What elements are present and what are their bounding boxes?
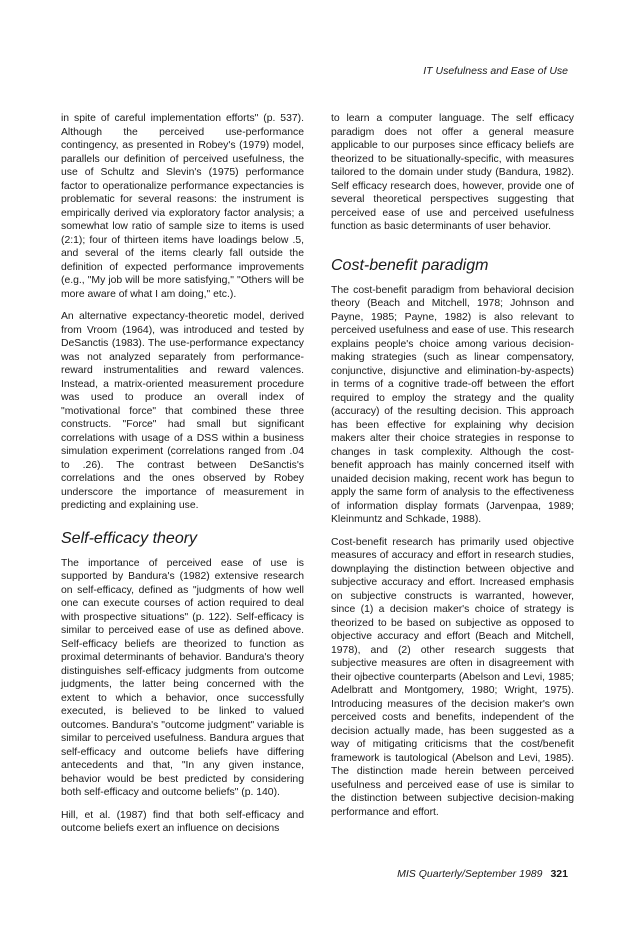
page-number: 321 [550, 868, 568, 880]
running-head: IT Usefulness and Ease of Use [423, 65, 568, 77]
paragraph: The cost-benefit paradigm from behavioral decision theory (Beach and Mitchell, 1978; Johnson and Payne, 1985; Payne, 1982) is also relevant to perceived usefulness and ease of use. This research explains people's choice among various decision-making strategies (such as linear compensatory, conjunctive, disjunctive and elimination-by-aspects) in terms of a cognitive trade-off between the effort required to employ the strategy and the quality (accuracy) of the resulting decision. This approach has been effective for explaining why decision makers alter their choice strategies in response to changes in task complexity. Although the cost-benefit approach has mainly concerned itself with unaided decision making, recent work has begun to apply the same form of analysis to the effectiveness of information display formats (Jarvenpaa, 1989; Kleinmuntz and Schkade, 1988). [331, 284, 574, 525]
paragraph: to learn a computer language. The self efficacy paradigm does not offer a general measure applicable to our purposes since efficacy beliefs are theorized to be situationally-specific, with measures tailored to the domain under study (Bandura, 1982). Self efficacy research does, however, provide one of several theoretical perspectives suggesting that perceived ease of use and perceived usefulness function as basic determinants of user behavior. [331, 113, 574, 232]
section-heading-cost-benefit: Cost-benefit paradigm [331, 256, 489, 274]
paragraph: Cost-benefit research has primarily used objective measures of accuracy and effort in research studies, downplaying the distinction between objective and subjective accuracy and effort. Increased emphasis on subjective constructs is warranted, however, since (1) a decision maker's choice of strategy is theorized to be based on subjective as opposed to objective accuracy and effort (Beach and Mitchell, 1978), and (2) other research suggests that subjective measures are often in disagreement with their ojbective counterparts (Abelson and Levi, 1985; Adelbratt and Montgomery, 1980; Wright, 1975). Introducing measures of the decision maker's own perceived costs and benefits, independent of the decision actually made, has been suggested as a way of mitigating criticisms that the cost/benefit framework is tautological (Abelson and Levi, 1985). The distinction made herein between perceived usefulness and perceived ease of use is similar to the distinction between subjective decision-making performance and effort. [331, 536, 574, 818]
paragraph: The importance of perceived ease of use is supported by Bandura's (1982) extensive research on self-efficacy, defined as "judgments of how well one can execute courses of action required to deal with prospective situations" (p. 122). Self-efficacy is similar to perceived ease of use as defined above. Self-efficacy beliefs are theorized to function as proximal determinants of behavior. Bandura's theory distinguishes self-efficacy judgments from outcome judgments, the latter being concerned with the extent to which a behavior, once successfully executed, is believed to be linked to valued outcomes. Bandura's "outcome judgment" variable is similar to perceived usefulness. Bandura argues that self-efficacy and outcome beliefs have differing antecedents and that, "In any given instance, behavior would be best predicted by considering both self-efficacy and outcome beliefs" (p. 140). [61, 557, 304, 798]
right-column [331, 112, 574, 828]
page-footer [397, 868, 568, 880]
paragraph: in spite of careful implementation efforts" (p. 537). Although the perceived use-performance contingency, as presented in Robey's (1979) model, parallels our definition of perceived usefulness, the use of Schultz and Slevin's (1975) performance factor to operationalize performance expectancies is problematic for several reasons: the instrument is empirically derived via exploratory factor analysis; a somewhat low ratio of sample size to items is used (2:1); four of thirteen items have loadings below .5, and several of the items clearly fall outside the definition of expected performance improvements (e.g., "My job will be more satisfying," "Others will be more aware of what I am doing," etc.). [61, 113, 304, 300]
section-heading-self-efficacy: Self-efficacy theory [61, 529, 198, 547]
paragraph: Hill, et al. (1987) find that both self-efficacy and outcome beliefs exert an influence on decisions [61, 809, 304, 834]
paragraph: An alternative expectancy-theoretic model, derived from Vroom (1964), was introduced and tested by DeSanctis (1983). The use-performance expectancy was not analyzed separately from performance-reward instrumentalities and reward valences. Instead, a matrix-oriented measurement procedure was used to produce an overall index of "motivational force" that combined these three constructs. "Force" had small but significant correlations with usage of a DSS within a business simulation experiment (correlations ranged from .04 to .26). The contrast between DeSanctis's correlations and the ones observed by Robey underscore the importance of measurement in predicting and explaining use. [61, 311, 304, 511]
left-column [61, 112, 304, 845]
journal-citation: MIS Quarterly/September 1989 [397, 868, 543, 880]
